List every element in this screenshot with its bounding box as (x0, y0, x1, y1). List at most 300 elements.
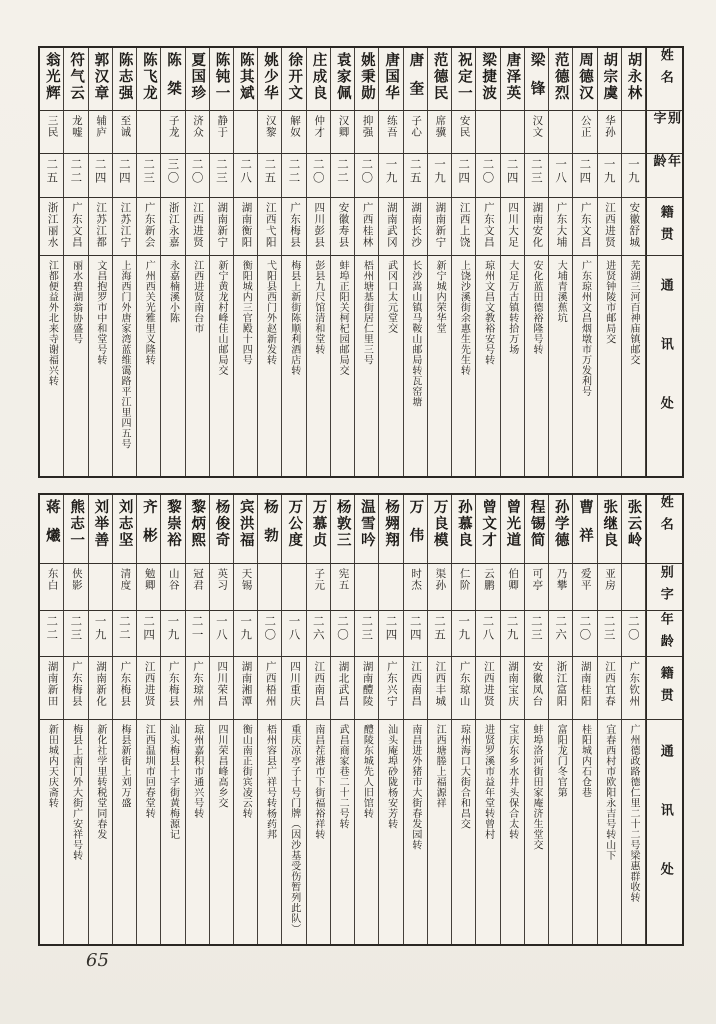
origin-text: 湖南桂阳 (579, 661, 592, 707)
zi-cell (40, 111, 64, 153)
name-text: 万良模 (431, 499, 449, 549)
name-text: 黎崇裕 (165, 499, 183, 549)
address-row (40, 720, 682, 944)
origin-cell (549, 657, 573, 719)
address-text: 文昌抱罗市中和堂号转 (94, 260, 106, 365)
name-cell (331, 48, 355, 110)
address-cell (622, 720, 646, 944)
name-text: 陈飞龙 (140, 52, 158, 102)
name-cell (186, 48, 210, 110)
age-cell (549, 154, 573, 197)
name-text: 胡永林 (625, 52, 643, 102)
origin-text: 浙江富阳 (555, 661, 568, 707)
origin-cell (501, 657, 525, 719)
zi-text: 济众 (192, 115, 205, 138)
zi-cell (234, 111, 258, 153)
age-text: 二〇 (336, 615, 350, 642)
column-header-address (646, 720, 682, 944)
column-header-name-label: 姓名 (657, 495, 673, 539)
age-cell (355, 154, 379, 197)
name-row (40, 48, 682, 111)
origin-cell (282, 657, 306, 719)
address-text: 大埔青溪蕉坑 (555, 260, 567, 323)
origin-cell (64, 657, 88, 719)
name-text: 万慕贞 (310, 499, 328, 549)
name-cell (234, 48, 258, 110)
zi-cell (137, 111, 161, 153)
origin-cell (525, 198, 549, 255)
name-text: 曹祥 (577, 499, 595, 556)
zi-cell (331, 111, 355, 153)
name-text: 刘志坚 (116, 499, 134, 549)
name-text: 张继良 (601, 499, 619, 549)
zi-cell (428, 564, 452, 610)
age-text: 一九 (432, 158, 447, 185)
origin-text: 浙江永嘉 (167, 202, 180, 248)
origin-cell (476, 198, 500, 255)
zi-text: 安民 (458, 115, 471, 138)
age-text: 二四 (384, 615, 399, 642)
address-cell (598, 720, 622, 944)
name-cell (573, 495, 597, 563)
origin-text: 湖南新宁 (434, 202, 447, 248)
origin-cell (598, 657, 622, 719)
age-text: 一九 (457, 615, 472, 642)
address-cell (161, 256, 185, 476)
origin-cell (282, 198, 306, 255)
origin-cell (525, 657, 549, 719)
address-cell (525, 256, 549, 476)
age-text: 二〇 (311, 158, 326, 185)
origin-cell (428, 657, 452, 719)
name-cell (476, 495, 500, 563)
age-cell (113, 154, 137, 197)
zi-cell (331, 564, 355, 610)
zi-text: 子心 (410, 115, 423, 138)
address-text: 琼州嘉积市通兴号转 (191, 724, 203, 819)
zi-cell (210, 111, 234, 153)
name-cell (282, 48, 306, 110)
zi-cell (452, 111, 476, 153)
zi-text: 侠影 (70, 568, 83, 591)
origin-text: 江西进贤 (482, 661, 495, 707)
origin-cell (89, 657, 113, 719)
address-text: 广州德政路德仁里二十二号梁惠群收转 (627, 724, 639, 903)
name-text: 唐国华 (383, 52, 401, 102)
age-cell (234, 154, 258, 197)
age-text: 二三 (214, 158, 229, 185)
zi-cell (186, 564, 210, 610)
name-cell (598, 495, 622, 563)
zi-cell (40, 564, 64, 610)
age-cell (137, 611, 161, 656)
name-cell (404, 495, 428, 563)
age-text: 二〇 (263, 615, 278, 642)
origin-cell (186, 657, 210, 719)
name-text: 杨翙翔 (383, 499, 401, 549)
column-header-age-label: 年龄 (650, 154, 681, 176)
address-text: 进贤罗溪市益年堂转曾村 (482, 724, 494, 840)
origin-text: 广东钦州 (628, 661, 641, 707)
address-text: 汕头梅县十字街黄梅源记 (167, 724, 179, 840)
name-text: 郭汉章 (92, 52, 110, 102)
zi-cell (573, 111, 597, 153)
zi-text: 辅庐 (95, 115, 108, 138)
age-cell (452, 154, 476, 197)
name-cell (210, 495, 234, 563)
column-header-zi-label: 别字 (657, 565, 673, 609)
address-cell (161, 720, 185, 944)
origin-text: 江西进贤 (192, 202, 205, 248)
name-text: 万伟 (407, 499, 425, 556)
age-text: 二二 (117, 615, 132, 642)
name-cell (234, 495, 258, 563)
zi-cell (282, 564, 306, 610)
age-text: 二六 (311, 615, 326, 642)
zi-text: 乃攀 (555, 568, 568, 591)
address-text: 南昌茬港市下街福裕祥转 (312, 724, 324, 840)
origin-text: 湖南新田 (46, 661, 59, 707)
name-cell (331, 495, 355, 563)
address-text: 新宁城内荣华堂 (434, 260, 446, 334)
zi-cell (282, 111, 306, 153)
age-text: 二八 (239, 158, 254, 185)
origin-text: 广东琼州 (192, 661, 205, 707)
age-cell (307, 154, 331, 197)
origin-cell (307, 657, 331, 719)
name-cell (64, 48, 88, 110)
address-cell (404, 720, 428, 944)
origin-cell (331, 198, 355, 255)
address-text: 四川荣昌峰高乡交 (215, 724, 227, 808)
age-cell (258, 611, 282, 656)
name-cell (525, 48, 549, 110)
origin-cell (355, 198, 379, 255)
zi-text: 练吾 (385, 115, 398, 138)
age-text: 二五 (408, 158, 423, 185)
name-cell (258, 495, 282, 563)
age-cell (210, 154, 234, 197)
name-cell (501, 48, 525, 110)
zi-cell (355, 564, 379, 610)
address-cell (113, 256, 137, 476)
zi-cell (404, 111, 428, 153)
column-header-name-label: 姓名 (657, 48, 673, 92)
age-text: 二五 (263, 158, 278, 185)
name-text: 万公度 (286, 499, 304, 549)
address-cell (137, 256, 161, 476)
address-text: 广州西关光雅里义隆转 (143, 260, 155, 365)
address-text: 衡山南正街宾凌云转 (240, 724, 252, 819)
age-cell (64, 154, 88, 197)
name-text: 陈志强 (116, 52, 134, 102)
address-cell (452, 720, 476, 944)
name-text: 袁家佩 (334, 52, 352, 102)
address-text: 江西进贤南台市 (191, 260, 203, 334)
name-text: 祝定一 (455, 52, 473, 102)
address-cell (234, 720, 258, 944)
zi-cell (428, 111, 452, 153)
address-cell (598, 256, 622, 476)
age-cell (452, 611, 476, 656)
name-text: 姚少华 (261, 52, 279, 102)
name-cell (40, 48, 64, 110)
age-cell (501, 611, 525, 656)
zi-cell (476, 111, 500, 153)
name-text: 姚秉勋 (358, 52, 376, 102)
origin-cell (137, 657, 161, 719)
name-cell (598, 48, 622, 110)
age-text: 一八 (214, 615, 229, 642)
zi-text: 天锡 (240, 568, 253, 591)
zi-cell (137, 564, 161, 610)
address-cell (137, 720, 161, 944)
address-cell (355, 720, 379, 944)
age-text: 二四 (505, 158, 520, 185)
origin-text: 广东梅县 (70, 661, 83, 707)
address-text: 新宁黄龙村峰佳山邮局交 (215, 260, 227, 376)
zi-text: 龙嘘 (70, 115, 83, 138)
column-header-address-label: 通讯处 (657, 277, 673, 455)
origin-text: 湖南新宁 (216, 202, 229, 248)
name-cell (355, 48, 379, 110)
address-text: 富阳龙门冬官第 (555, 724, 567, 798)
age-cell (234, 611, 258, 656)
zi-cell (573, 564, 597, 610)
name-cell (379, 48, 403, 110)
name-cell (89, 48, 113, 110)
name-text: 唐泽英 (504, 52, 522, 102)
zi-cell (598, 564, 622, 610)
name-text: 齐彬 (140, 499, 158, 556)
origin-cell (210, 198, 234, 255)
zi-cell (258, 111, 282, 153)
origin-text: 江苏江都 (95, 202, 108, 248)
address-text: 新田城内天庆斋转 (46, 724, 58, 808)
address-text: 梅县上南门外大街广安祥号转 (70, 724, 82, 861)
name-text: 蒋爔 (43, 499, 61, 556)
age-text: 二二 (336, 158, 350, 185)
address-text: 琼州海口大街合和昌交 (458, 724, 470, 829)
origin-text: 广东大埔 (555, 202, 568, 248)
address-text: 丽水碧湖翁协盛号 (70, 260, 82, 344)
address-cell (549, 720, 573, 944)
name-cell (113, 48, 137, 110)
name-cell (476, 48, 500, 110)
address-cell (210, 256, 234, 476)
address-cell (501, 256, 525, 476)
name-text: 刘举善 (92, 499, 110, 549)
origin-text: 广东梅县 (167, 661, 180, 707)
origin-cell (113, 198, 137, 255)
name-cell (428, 495, 452, 563)
address-text: 大足万古镇转拾万场 (506, 260, 518, 355)
name-text: 张云岭 (625, 499, 643, 549)
name-text: 黎炳熙 (189, 499, 207, 549)
origin-text: 江西进贤 (604, 202, 617, 248)
origin-cell (137, 198, 161, 255)
zi-text: 华孙 (604, 115, 617, 138)
origin-cell (234, 657, 258, 719)
address-cell (331, 720, 355, 944)
origin-text: 湖南衡阳 (240, 202, 253, 248)
name-text: 翁光辉 (43, 52, 61, 102)
address-text: 蚌埠正阳关柯杞园邮局交 (337, 260, 349, 376)
zi-text: 勉卿 (143, 568, 156, 591)
address-text: 上海西门外唐家湾蓝维霭路平江里四五号 (119, 260, 131, 449)
age-cell (476, 611, 500, 656)
name-text: 夏国珍 (189, 52, 207, 102)
origin-cell (573, 657, 597, 719)
name-cell (307, 48, 331, 110)
name-cell (622, 48, 646, 110)
zi-row (40, 111, 682, 154)
age-cell (282, 154, 306, 197)
zi-cell (210, 564, 234, 610)
origin-text: 湖南武冈 (385, 202, 398, 248)
zi-cell (307, 564, 331, 610)
origin-text: 江苏江宁 (119, 202, 132, 248)
address-text: 汕头庵埠砂陇杨安芳转 (385, 724, 397, 829)
address-cell (525, 720, 549, 944)
address-text: 梅县上新街陈顺利酒店转 (288, 260, 300, 376)
name-cell (282, 495, 306, 563)
age-cell (331, 611, 355, 656)
zi-cell (64, 111, 88, 153)
origin-cell (307, 198, 331, 255)
address-text: 梅县新街上刘万盛 (119, 724, 131, 808)
age-cell (598, 154, 622, 197)
age-cell (40, 611, 64, 656)
age-cell (113, 611, 137, 656)
origin-cell (186, 198, 210, 255)
zi-text: 云鹏 (482, 568, 495, 591)
name-text: 梁锋 (528, 52, 546, 109)
origin-text: 四川彭县 (313, 202, 326, 248)
age-text: 二〇 (360, 158, 375, 185)
origin-cell (64, 198, 88, 255)
origin-text: 安徽舒城 (628, 202, 641, 248)
name-text: 孙学德 (552, 499, 570, 549)
column-header-origin-label: 籍贯 (657, 666, 673, 710)
name-text: 符气云 (68, 52, 86, 102)
address-cell (501, 720, 525, 944)
age-text: 二三 (602, 615, 617, 642)
age-cell (210, 611, 234, 656)
zi-text: 渠孙 (434, 568, 447, 591)
zi-cell (355, 111, 379, 153)
zi-text: 山谷 (167, 568, 180, 591)
origin-text: 江西进贤 (143, 661, 156, 707)
age-cell (307, 611, 331, 656)
address-cell (282, 256, 306, 476)
name-text: 唐奎 (407, 52, 425, 109)
address-cell (89, 256, 113, 476)
name-cell (501, 495, 525, 563)
age-text: 二三 (360, 615, 375, 642)
address-cell (258, 256, 282, 476)
name-cell (40, 495, 64, 563)
address-cell (282, 720, 306, 944)
age-text: 二〇 (578, 615, 593, 642)
column-header-zi (646, 564, 682, 610)
age-text: 二五 (432, 615, 447, 642)
name-cell (452, 48, 476, 110)
address-text: 江西塘塍上福源祥 (434, 724, 446, 808)
age-text: 二四 (408, 615, 423, 642)
zi-cell (549, 111, 573, 153)
zi-text: 静于 (216, 115, 229, 138)
address-text: 长沙嵩山镇马鞍山邮局转瓦窑塘 (409, 260, 421, 407)
origin-text: 四川重庆 (288, 661, 301, 707)
column-header-name (646, 495, 682, 563)
origin-text: 湖南安化 (531, 202, 544, 248)
name-text: 陈桀 (165, 52, 183, 109)
zi-text: 宪五 (337, 568, 350, 591)
age-cell (525, 154, 549, 197)
zi-text: 汉文 (531, 115, 544, 138)
zi-cell (379, 564, 403, 610)
age-text: 二四 (117, 158, 132, 185)
origin-cell (452, 657, 476, 719)
name-cell (452, 495, 476, 563)
origin-cell (258, 657, 282, 719)
origin-cell (89, 198, 113, 255)
origin-cell (258, 198, 282, 255)
age-row (40, 611, 682, 657)
name-cell (161, 495, 185, 563)
address-text: 永嘉楠溪小陈 (167, 260, 179, 323)
age-cell (355, 611, 379, 656)
age-cell (379, 611, 403, 656)
name-text: 庄成良 (310, 52, 328, 102)
origin-cell (355, 657, 379, 719)
zi-text: 仲才 (313, 115, 326, 138)
zi-cell (598, 111, 622, 153)
origin-cell (476, 657, 500, 719)
name-text: 范德烈 (552, 52, 570, 102)
address-cell (89, 720, 113, 944)
name-text: 宾洪福 (237, 499, 255, 549)
zi-cell (89, 111, 113, 153)
age-text: 二四 (93, 158, 108, 185)
address-cell (307, 720, 331, 944)
age-text: 二五 (45, 158, 60, 185)
age-cell (258, 154, 282, 197)
column-header-origin-label: 籍贯 (657, 204, 673, 249)
origin-text: 广东新会 (143, 202, 156, 248)
origin-text: 江西上饶 (458, 202, 471, 248)
address-cell (573, 256, 597, 476)
age-cell (573, 611, 597, 656)
name-cell (355, 495, 379, 563)
origin-cell (404, 657, 428, 719)
name-cell (379, 495, 403, 563)
origin-row (40, 198, 682, 256)
name-cell (404, 48, 428, 110)
address-text: 武冈口太元堂交 (385, 260, 397, 334)
column-header-address-label: 通讯处 (657, 743, 673, 921)
zi-cell (89, 564, 113, 610)
origin-row (40, 657, 682, 720)
zi-cell (622, 564, 646, 610)
address-text: 桂阳城内石仓巷 (579, 724, 591, 798)
roster-table-top (38, 46, 684, 478)
name-cell (186, 495, 210, 563)
age-cell (476, 154, 500, 197)
age-text: 二九 (505, 615, 520, 642)
zi-text: 汉卿 (337, 115, 350, 138)
